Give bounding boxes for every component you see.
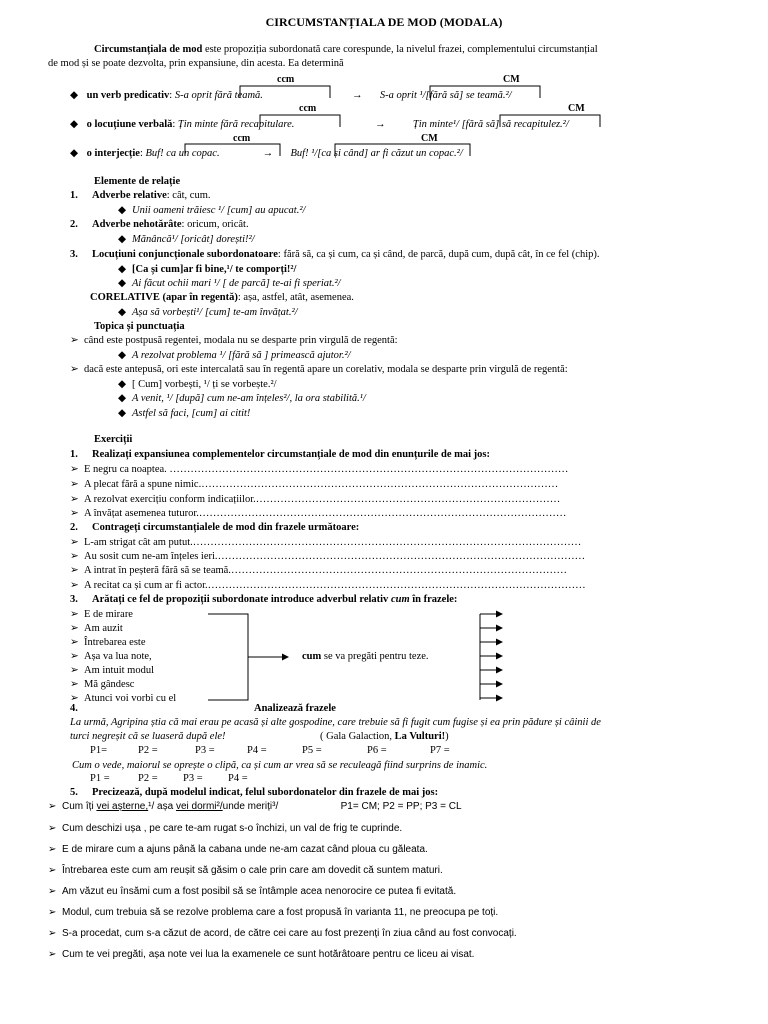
arrowhead-bullet-icon: ➢ [70,623,79,634]
label-cm-1: CM [503,74,520,85]
diamond-icon: ◆ [118,350,127,361]
exercise-5-item: ➢ S-a procedat, cum s-a căzut de acord, de către cei care au fost prezenți în ziua când au fost convocați. [48,928,517,939]
exercise-3-item: ➢ Am intuit modul [70,665,155,676]
exercise-4-passage-2: Cum o vede, maiorul se oprește o clipă, ca și cum ar vrea să se reculeagă fiind surprins de inamic. [72,760,488,771]
exercise-4-title: Analizează frazele [254,703,336,714]
arrowhead-bullet-icon: ➢ [70,637,79,648]
arrowhead-bullet-icon: ➢ [48,886,57,897]
arrowhead-bullet-icon: ➢ [70,665,79,676]
exercise-2-title: 2. Contrageți circumstanțialele de mod din frazele următoare: [70,522,360,533]
arrowhead-bullet-icon: ➢ [48,801,57,812]
diamond-icon: ◆ [70,148,79,159]
diamond-icon: ◆ [118,379,127,390]
arrowhead-bullet-icon: ➢ [70,364,79,375]
label-ccm-3: ccm [233,133,251,144]
diamond-icon: ◆ [70,90,79,101]
arrowhead-bullet-icon: ➢ [70,479,79,490]
exercise-5-item: ➢ Cum te vei pregăti, așa note vei lua la examenele ce sunt hotărâtoare pentru ce liceu ai visat. [48,949,475,960]
exercise-1-item: ➢ A plecat fără a spune nimic.………………………………………………………………………………………… [70,479,559,490]
label-ccm-1: ccm [277,74,295,85]
exercise-4-passage-1a: La urmă, Agripina știa că mai erau pe acasă și alte gospodine, care trebuie să fi fugit cum fugise și ea prin pădure și câinii de [70,717,601,728]
relation-example-3a: ◆ [Ca și cum]ar fi bine,¹/ te comporți!²/ [118,264,297,275]
arrowhead-bullet-icon: ➢ [70,609,79,620]
arrowhead-bullet-icon: ➢ [48,844,57,855]
exercise-1-item: ➢ A învățat asemenea tuturor.…………………………………………………………………………………………… [70,508,567,519]
relation-item-2: 2. Adverbe nehotărâte: oricum, oricât. [70,219,249,230]
diamond-icon: ◆ [70,119,79,130]
arrowhead-bullet-icon: ➢ [70,565,79,576]
label-cm-3: CM [421,133,438,144]
arrowhead-bullet-icon: ➢ [48,865,57,876]
correlatives-line: CORELATIVE (apar în regentă): așa, astfel, atât, asemenea. [90,292,354,303]
diamond-icon: ◆ [118,278,127,289]
exercise-4-num: 4. [70,703,78,714]
exercise-3-item: ➢ Mă gândesc [70,679,135,690]
arrowhead-bullet-icon: ➢ [70,508,79,519]
exercise-5-model: ➢ Cum îți vei așterne,¹/ așa vei dormi²/unde meriți³/ P1= CM; P2 = PP; P3 = CL [48,801,462,812]
exercise-4-slots-1: P1= P2 = P3 = P4 = P5 = P6 = P7 = [90,745,450,756]
arrowhead-bullet-icon: ➢ [48,823,57,834]
arrowhead-bullet-icon: ➢ [70,537,79,548]
exercise-3-item: ➢ Întrebarea este [70,637,146,648]
right-arrow-icon: → [262,148,274,159]
correlative-example: ◆ Așa să vorbești¹/ [cum] te-am învățat.²/ [118,307,298,318]
intro-rest-1: este propoziția subordonată care corespunde, la nivelul frazei, complementului circumstanțial [202,44,598,55]
exercise-4-slots-2: P1 = P2 = P3 = P4 = [90,773,248,784]
relation-example-1: ◆ Unii oameni trăiesc ¹/ [cum] au apucat.²/ [118,205,306,216]
exercise-5-item: ➢ E de mirare cum a ajuns până la cabana unde ne-am cazat când ploua cu găleata. [48,844,428,855]
exercise-3-item: ➢ Atunci voi vorbi cu el [70,693,177,704]
arrowhead-bullet-icon: ➢ [70,335,79,346]
exercise-3-title: 3. Arătați ce fel de propoziții subordonate introduce adverbul relativ cum în frazele: [70,594,458,605]
exercise-4-passage-1b: turci negreșit că se luaseră după ele! [70,731,226,742]
determines-row-1: ◆ un verb predicativ: S-a oprit fără teamă. → S-a oprit ¹/[fără să] se teamă.²/ [70,90,512,101]
exercise-2-item: ➢ A intrat în peșteră fără să se teamă.…………………………………………………………………………………… [70,565,567,576]
intro-term: Circumstanțiala de mod [94,44,203,55]
relation-item-3: 3. Locuțiuni conjuncționale subordonatoare: fără să, ca și cum, ca și când, de parcă, după cum, după cât, în ce fel (chip). [70,249,600,260]
right-arrow-icon: → [352,90,363,101]
relation-heading: Elemente de relație [94,176,181,187]
diamond-icon: ◆ [118,205,127,216]
diamond-icon: ◆ [118,393,127,404]
exercises-heading: Exerciții [94,434,133,445]
arrowhead-bullet-icon: ➢ [70,693,79,704]
exercise-1-item: ➢ A rezolvat exercițiu conform indicațiilor.…………………………………………………………………………… [70,494,561,505]
exercise-1-item: ➢ E negru ca noaptea. …………………………………………………………………………………………………… [70,464,569,475]
exercise-2-item: ➢ L-am strigat cât am putut.………………………………………………………………………………………………… [70,537,582,548]
topic-heading: Topica și punctuația [94,321,185,332]
diamond-icon: ◆ [118,234,127,245]
arrowhead-bullet-icon: ➢ [48,907,57,918]
exercise-3-center: cum se va pregăti pentru teze. [302,651,429,662]
exercise-2-item: ➢ A recitat ca și cum ar fi actor.……………………………………………………………………………………………… [70,580,586,591]
exercise-3-item: ➢ Am auzit [70,623,123,634]
exercise-1-title: 1. Realizați expansiunea complementelor circumstanțiale de mod din enunțurile de mai jos: [70,449,491,460]
exercise-4-source: ( Gala Galaction, La Vulturi!) [320,731,449,742]
exercise-3-item: ➢ E de mirare [70,609,133,620]
topic-example-2b: ◆ A venit, ¹/ [după] cum ne-am înțeles²/, la ora stabilită.¹/ [118,393,366,404]
right-arrow-icon: → [375,119,386,130]
determines-row-3: ◆ o interjecție: Buf! ca un copac. → Buf! ¹/[ca și când] ar fi căzut un copac.²/ [70,148,463,159]
arrowhead-bullet-icon: ➢ [70,580,79,591]
arrowhead-bullet-icon: ➢ [48,949,57,960]
label-cm-2: CM [568,103,585,114]
topic-rule-1: ➢ când este postpusă regentei, modala nu se desparte prin virgulă de regentă: [70,335,398,346]
diamond-icon: ◆ [118,408,127,419]
exercise-5-item: ➢ Întrebarea este cum am reușit să găsim o cale prin care am dovedit că suntem maturi. [48,865,443,876]
exercise-3-item: ➢ Așa va lua note, [70,651,152,662]
relation-example-2: ◆ Mănâncă¹/ [oricât] dorești!²/ [118,234,255,245]
arrowhead-bullet-icon: ➢ [70,651,79,662]
topic-example-2a: ◆ [ Cum] vorbești, ¹/ ți se vorbește.²/ [118,379,277,390]
exercise-5-item: ➢ Cum deschizi ușa , pe care te-am rugat s-o închizi, un val de frig te cuprinde. [48,823,403,834]
determines-row-2: ◆ o locuțiune verbală: Țin minte fără recapitulare. → Țin minte¹/ [fără să] să recapitulez.²/ [70,119,569,130]
label-ccm-2: ccm [299,103,317,114]
arrowhead-bullet-icon: ➢ [70,494,79,505]
exercise-5-item: ➢ Am văzut eu însămi cum a fost posibil să se întâmple acea nenorocire ce putea fi evitată. [48,886,457,897]
topic-rule-2: ➢ dacă este antepusă, ori este intercalată sau în regentă apare un corelativ, modala se desparte prin virgulă de regentă: [70,364,568,375]
exercise-5-item: ➢ Modul, cum trebuia să se rezolve problema care a fost propusă în varianta 11, ne preocupa pe toți. [48,907,499,918]
relation-item-1: 1. Adverbe relative: cât, cum. [70,190,211,201]
diamond-icon: ◆ [118,307,127,318]
arrowhead-bullet-icon: ➢ [48,928,57,939]
arrowhead-bullet-icon: ➢ [70,464,79,475]
exercise-2-item: ➢ Au sosit cum ne-am înțeles ieri.…………………………………………………………………………………………… [70,551,586,562]
topic-example-2c: ◆ Astfel să faci, [cum] ai citit! [118,408,251,419]
diamond-icon: ◆ [118,264,127,275]
topic-example-1: ◆ A rezolvat problema ¹/ [fără să ] primească ajutor.²/ [118,350,351,361]
arrowhead-bullet-icon: ➢ [70,679,79,690]
intro-line-2: de mod și se poate dezvolta, prin expansiune, din acesta. Ea determină [48,58,344,69]
relation-example-3b: ◆ Ai făcut ochii mari ¹/ [ de parcă] te-ai fi speriat.²/ [118,278,341,289]
page-title: CIRCUMSTANȚIALA DE MOD (MODALA) [265,15,503,29]
exercise-5-title: 5. Precizează, după modelul indicat, felul subordonatelor din frazele de mai jos: [70,787,439,798]
arrowhead-bullet-icon: ➢ [70,551,79,562]
